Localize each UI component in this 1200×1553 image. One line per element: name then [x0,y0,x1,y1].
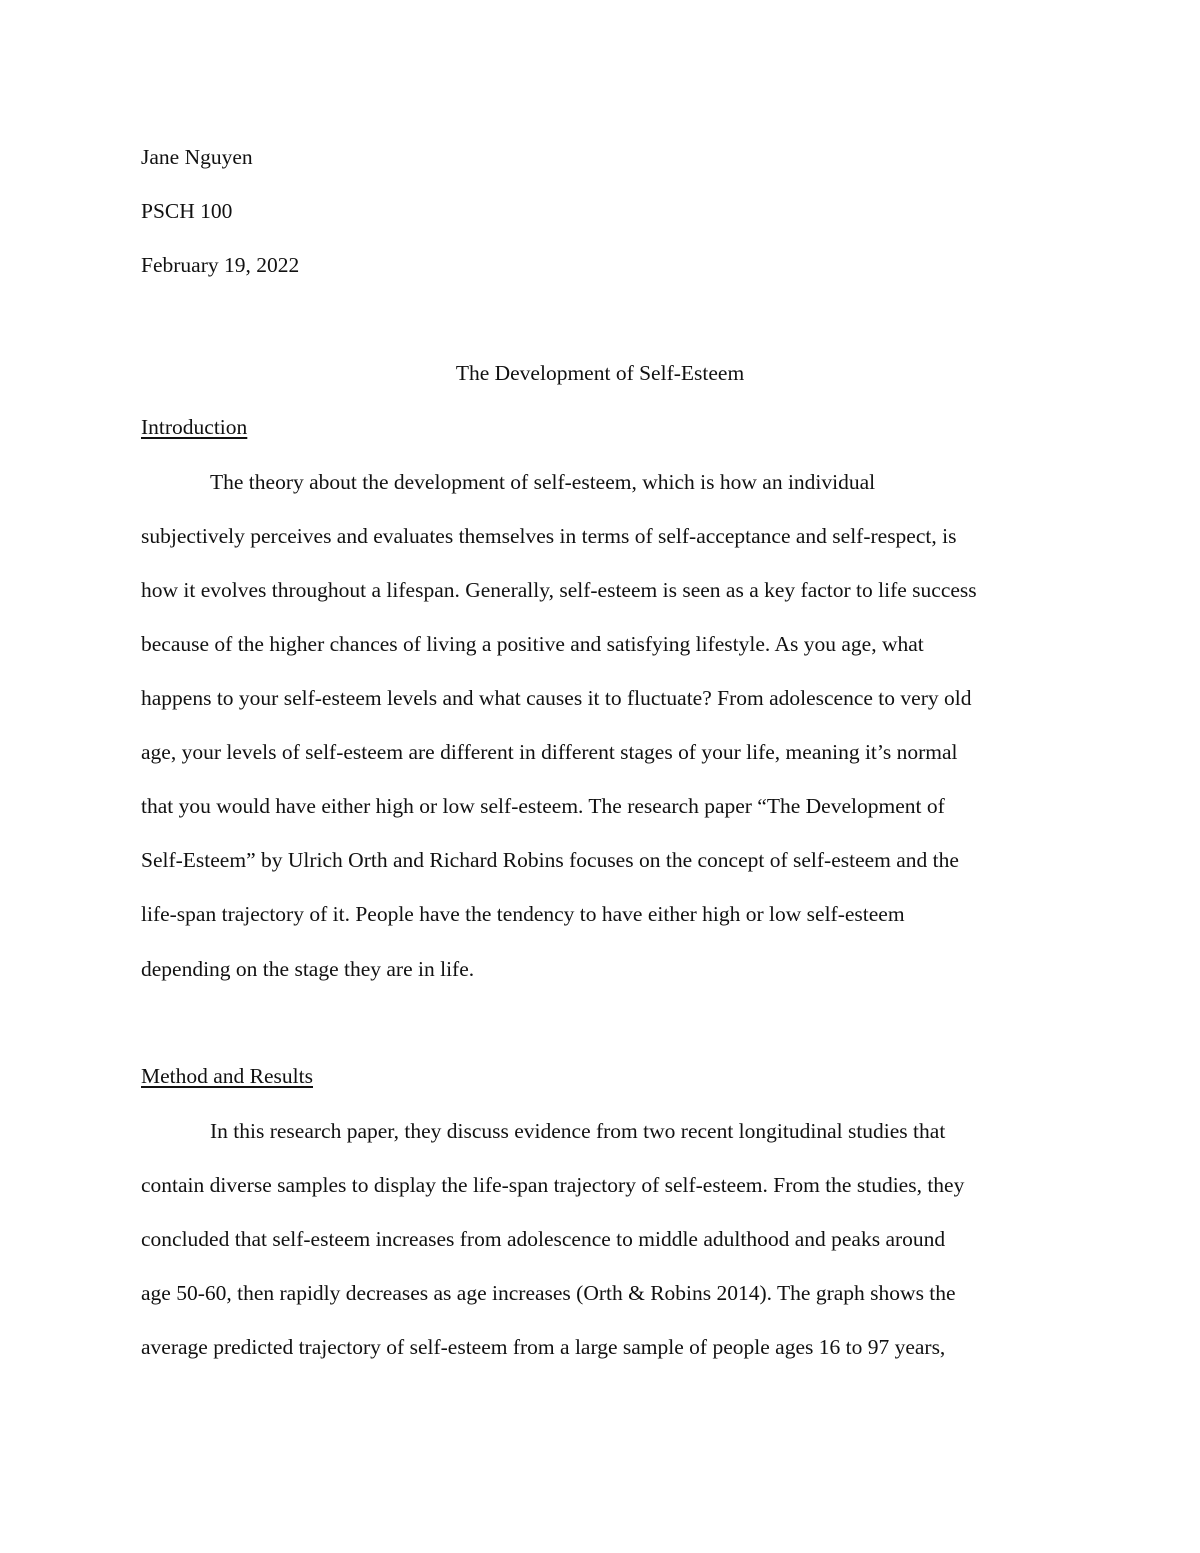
introduction-line: The theory about the development of self-esteem, which is how an individual [210,470,876,494]
introduction-line: that you would have either high or low self-esteem. The research paper “The Development of [141,794,945,818]
introduction-line: happens to your self-esteem levels and what causes it to fluctuate? From adolescence to very old [141,686,972,710]
method-line: age 50-60, then rapidly decreases as age increases (Orth & Robins 2014). The graph shows the [141,1281,956,1305]
introduction-line: age, your levels of self-esteem are different in different stages of your life, meaning it’s normal [141,740,958,764]
introduction-line: depending on the stage they are in life. [141,957,475,981]
method-line: average predicted trajectory of self-esteem from a large sample of people ages 16 to 97 years, [141,1335,946,1359]
author-name: Jane Nguyen [141,145,253,169]
introduction-line: how it evolves throughout a lifespan. Generally, self-esteem is seen as a key factor to life success [141,578,977,602]
document-title: The Development of Self-Esteem [455,361,745,385]
document-date: February 19, 2022 [141,253,300,277]
introduction-line: life-span trajectory of it. People have the tendency to have either high or low self-esteem [141,902,905,926]
introduction-line: Self-Esteem” by Ulrich Orth and Richard Robins focuses on the concept of self-esteem and the [141,848,959,872]
course-code: PSCH 100 [141,199,233,223]
introduction-line: because of the higher chances of living a positive and satisfying lifestyle. As you age, what [141,632,924,656]
method-line: concluded that self-esteem increases from adolescence to middle adulthood and peaks around [141,1227,946,1251]
introduction-heading: Introduction [141,415,248,439]
method-line: In this research paper, they discuss evidence from two recent longitudinal studies that [210,1119,946,1143]
introduction-line: subjectively perceives and evaluates themselves in terms of self-acceptance and self-respect, is [141,524,957,548]
method-results-heading: Method and Results [141,1064,313,1088]
method-line: contain diverse samples to display the life-span trajectory of self-esteem. From the studies, they [141,1173,965,1197]
